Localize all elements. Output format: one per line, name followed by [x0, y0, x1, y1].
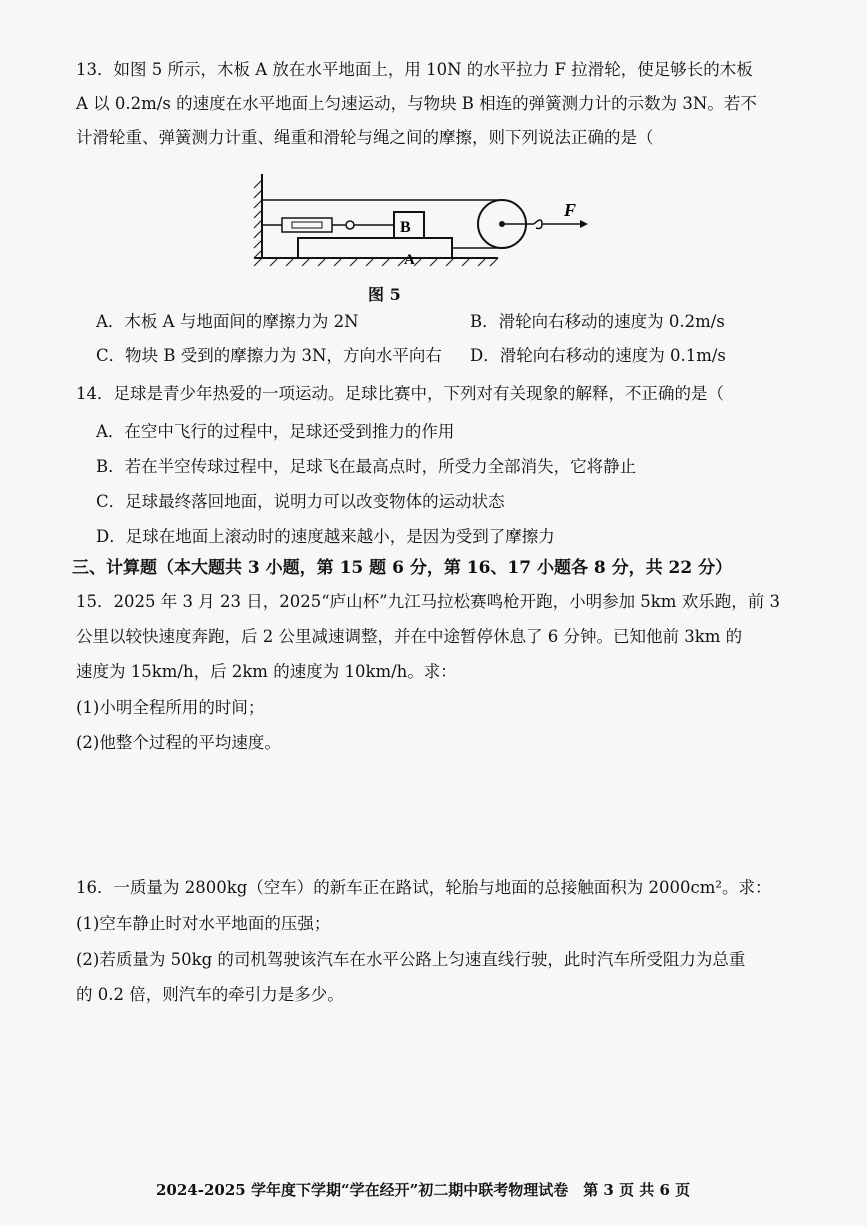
q16-part-1: (1)空车静止时对水平地面的压强；	[76, 914, 331, 933]
q15-line-2: 公里以较快速度奔跑，后 2 公里减速调整，并在中途暂停休息了 6 分钟。已知他前 3km 的	[76, 627, 743, 646]
q13-option-b: B．滑轮向右移动的速度为 0.2m/s	[470, 312, 725, 331]
q16-line-1: 16．一质量为 2800kg（空车）的新车正在路试，轮胎与地面的总接触面积为 2000cm²。求：	[76, 878, 772, 897]
label-b: B	[400, 219, 411, 236]
board-a	[298, 238, 452, 258]
label-a: A	[404, 252, 415, 268]
q16-part-2: (2)若质量为 50kg 的司机驾驶该汽车在水平公路上匀速直线行驶，此时汽车所受阻力为总重	[76, 950, 746, 969]
section-3-heading: 三、计算题（本大题共 3 小题，第 15 题 6 分，第 16、17 小题各 8 分，共 22 分）	[72, 558, 733, 578]
q13-line-3: 计滑轮重、弹簧测力计重、绳重和滑轮与绳之间的摩擦，则下列说法正确的是（	[76, 128, 654, 147]
q15-line-3: 速度为 15km/h，后 2km 的速度为 10km/h。求：	[76, 662, 457, 681]
figure-caption: 图 5	[368, 285, 401, 304]
page-footer: 2024-2025 学年度下学期“学在经开”初二期中联考物理试卷 第 3 页 共 6 页	[156, 1181, 691, 1199]
q14-stem: 14．足球是青少年热爱的一项运动。足球比赛中，下列对有关现象的解释，不正确的是（	[76, 384, 724, 403]
q14-option-a: A．在空中飞行的过程中，足球还受到推力的作用	[96, 422, 455, 441]
q14-option-c: C．足球最终落回地面，说明力可以改变物体的运动状态	[96, 492, 505, 511]
q16-part-2-cont: 的 0.2 倍，则汽车的牵引力是多少。	[76, 985, 344, 1004]
q13-option-c: C．物块 B 受到的摩擦力为 3N，方向水平向右	[96, 346, 442, 365]
q15-part-1: (1)小明全程所用的时间；	[76, 698, 265, 717]
figure-5-diagram	[248, 172, 608, 272]
q13-option-d: D．滑轮向右移动的速度为 0.1m/s	[470, 346, 726, 365]
q13-line-2: A 以 0.2m/s 的速度在水平地面上匀速运动，与物块 B 相连的弹簧测力计的示数为 3N。若不	[76, 94, 757, 113]
q13-line-1: 13．如图 5 所示，木板 A 放在水平地面上，用 10N 的水平拉力 F 拉滑轮，使足够长的木板	[76, 60, 753, 79]
label-f: F	[564, 200, 577, 220]
q15-line-1: 15．2025 年 3 月 23 日，2025“庐山杯”九江马拉松赛鸣枪开跑，小明参加 5km 欢乐跑，前 3	[76, 592, 780, 611]
spring-scale	[282, 218, 332, 232]
q15-part-2: (2)他整个过程的平均速度。	[76, 733, 281, 752]
q14-option-b: B．若在半空传球过程中，足球飞在最高点时，所受力全部消失，它将静止	[96, 457, 637, 476]
q14-option-d: D．足球在地面上滚动时的速度越来越小，是因为受到了摩擦力	[96, 527, 555, 546]
pulley-diagram-svg	[248, 172, 608, 272]
q13-option-a: A．木板 A 与地面间的摩擦力为 2N	[96, 312, 359, 331]
